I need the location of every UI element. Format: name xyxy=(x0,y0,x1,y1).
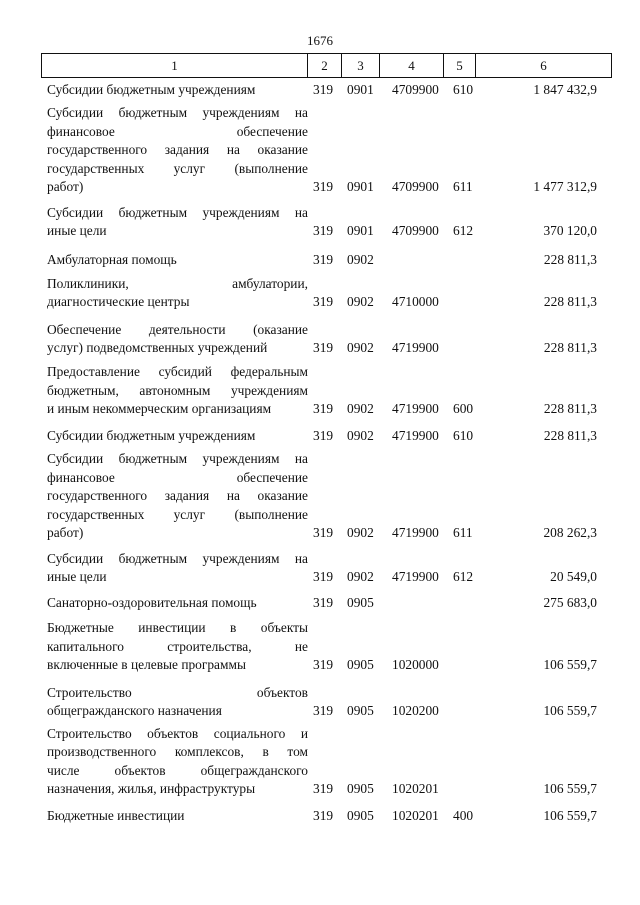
row-name-line: работ) xyxy=(47,525,84,541)
table-row xyxy=(41,204,611,241)
row-name xyxy=(47,684,308,721)
row-name-line: Субсидии бюджетным учреждениям на xyxy=(47,550,308,566)
row-name-line: иные цели xyxy=(47,223,107,239)
table-row xyxy=(41,321,611,358)
row-c2: 319 xyxy=(313,781,334,797)
row-c4: 1020000 xyxy=(392,657,439,673)
row-c5: 611 xyxy=(453,525,473,541)
row-name xyxy=(47,807,308,826)
row-c3: 0905 xyxy=(347,657,374,673)
table-row xyxy=(41,684,611,721)
row-c3: 0902 xyxy=(347,428,374,444)
table-row xyxy=(41,363,611,419)
row-c6: 228 811,3 xyxy=(543,294,597,310)
row-name xyxy=(47,594,308,613)
row-c3: 0902 xyxy=(347,340,374,356)
row-c3: 0902 xyxy=(347,401,374,417)
table-row xyxy=(41,550,611,587)
row-c6: 228 811,3 xyxy=(543,401,597,417)
row-name-line: назначения, жилья, инфраструктуры xyxy=(47,781,256,797)
row-name-line: и иным некоммерческим организациям xyxy=(47,401,272,417)
row-c2: 319 xyxy=(313,82,334,98)
row-name-line: государственного задания на оказание xyxy=(47,488,308,504)
header-col-2: 2 xyxy=(308,54,342,78)
table-row xyxy=(41,81,611,100)
header-col-3: 3 xyxy=(342,54,380,78)
row-c5: 611 xyxy=(453,179,473,195)
row-c3: 0905 xyxy=(347,808,374,824)
row-c2: 319 xyxy=(313,223,334,239)
row-name-line: Субсидии бюджетным учреждениям на xyxy=(47,204,308,220)
row-c6: 106 559,7 xyxy=(543,808,597,824)
row-c4: 4719900 xyxy=(392,569,439,585)
row-name-line: государственных услуг (выполнение xyxy=(47,160,308,176)
row-name xyxy=(47,275,308,312)
row-c2: 319 xyxy=(313,179,334,195)
row-name xyxy=(47,321,308,358)
row-c4: 1020201 xyxy=(392,781,439,797)
row-c4: 4709900 xyxy=(392,223,439,239)
row-name-line: услуг) подведомственных учреждений xyxy=(47,340,268,356)
row-name xyxy=(47,427,308,446)
row-name-line: бюджетным, автономным учреждениям xyxy=(47,382,308,398)
row-c4: 1020200 xyxy=(392,703,439,719)
row-name xyxy=(47,450,308,543)
row-c5: 600 xyxy=(453,401,474,417)
row-c6: 370 120,0 xyxy=(543,223,597,239)
row-name-line: государственного задания на оказание xyxy=(47,142,308,158)
row-c3: 0902 xyxy=(347,294,374,310)
row-name-line: Субсидии бюджетным учреждениям на xyxy=(47,105,308,121)
row-c6: 228 811,3 xyxy=(543,340,597,356)
row-c6: 106 559,7 xyxy=(543,781,597,797)
row-name-line: числе объектов общегражданского xyxy=(47,762,308,778)
row-c4: 1020201 xyxy=(392,808,439,824)
row-name-line: капитального строительства, не xyxy=(47,638,308,654)
row-c2: 319 xyxy=(313,401,334,417)
row-name xyxy=(47,104,308,197)
row-name-line: Бюджетные инвестиции xyxy=(47,808,185,824)
row-c5: 612 xyxy=(453,569,474,585)
row-name-line: финансовое обеспечение xyxy=(47,123,308,139)
row-c4: 4709900 xyxy=(392,179,439,195)
row-c6: 228 811,3 xyxy=(543,428,597,444)
row-name-line: финансовое обеспечение xyxy=(47,469,308,485)
row-c4: 4719900 xyxy=(392,340,439,356)
row-name xyxy=(47,619,308,675)
row-name xyxy=(47,251,308,270)
row-c2: 319 xyxy=(313,569,334,585)
header-col-1: 1 xyxy=(42,54,308,78)
header-col-5: 5 xyxy=(444,54,476,78)
row-c6: 228 811,3 xyxy=(543,252,597,268)
header-col-4: 4 xyxy=(380,54,444,78)
row-c3: 0901 xyxy=(347,82,374,98)
row-c5: 612 xyxy=(453,223,474,239)
row-name-line: Поликлиники, амбулатории, xyxy=(47,275,308,291)
row-c5: 610 xyxy=(453,428,474,444)
row-c3: 0905 xyxy=(347,781,374,797)
row-c6: 106 559,7 xyxy=(543,657,597,673)
row-c2: 319 xyxy=(313,428,334,444)
row-name-line: Обеспечение деятельности (оказание xyxy=(47,321,308,337)
row-c6: 208 262,3 xyxy=(543,525,597,541)
row-c2: 319 xyxy=(313,703,334,719)
row-name-line: Санаторно-оздоровительная помощь xyxy=(47,595,257,611)
table-row xyxy=(41,104,611,197)
row-name xyxy=(47,725,308,799)
row-name-line: производственного комплексов, в том xyxy=(47,744,308,760)
row-name-line: иные цели xyxy=(47,569,107,585)
row-name-line: Предоставление субсидий федеральным xyxy=(47,364,308,380)
column-header-table xyxy=(41,53,612,78)
row-name-line: включенные в целевые программы xyxy=(47,657,246,673)
row-name-line: Субсидии бюджетным учреждениям на xyxy=(47,451,308,467)
row-name-line: диагностические центры xyxy=(47,294,190,310)
row-name-line: работ) xyxy=(47,179,84,195)
row-name-line: Бюджетные инвестиции в объекты xyxy=(47,620,308,636)
row-c2: 319 xyxy=(313,340,334,356)
row-c6: 1 477 312,9 xyxy=(533,179,597,195)
row-name xyxy=(47,550,308,587)
header-col-6: 6 xyxy=(476,54,612,78)
row-c6: 20 549,0 xyxy=(550,569,597,585)
row-c5: 400 xyxy=(453,808,474,824)
row-c3: 0901 xyxy=(347,179,374,195)
row-c3: 0905 xyxy=(347,703,374,719)
row-name xyxy=(47,204,308,241)
row-c2: 319 xyxy=(313,657,334,673)
table-row xyxy=(41,619,611,675)
row-name-line: Строительство объектов социального и xyxy=(47,725,308,741)
table-row xyxy=(41,807,611,826)
row-name-line: Субсидии бюджетным учреждениям xyxy=(47,82,256,98)
row-c3: 0902 xyxy=(347,525,374,541)
row-c4: 4709900 xyxy=(392,82,439,98)
table-row xyxy=(41,427,611,446)
row-name-line: Амбулаторная помощь xyxy=(47,252,177,268)
row-c3: 0902 xyxy=(347,252,374,268)
table-row xyxy=(41,450,611,543)
table-row xyxy=(41,725,611,799)
row-c2: 319 xyxy=(313,808,334,824)
row-c6: 275 683,0 xyxy=(543,595,597,611)
row-name-line: государственных услуг (выполнение xyxy=(47,506,308,522)
row-c2: 319 xyxy=(313,595,334,611)
row-c4: 4719900 xyxy=(392,525,439,541)
row-c2: 319 xyxy=(313,525,334,541)
row-c6: 106 559,7 xyxy=(543,703,597,719)
row-name-line: общегражданского назначения xyxy=(47,703,222,719)
table-row xyxy=(41,275,611,312)
row-c4: 4719900 xyxy=(392,401,439,417)
row-name xyxy=(47,81,308,100)
table-row xyxy=(41,251,611,270)
row-c4: 4719900 xyxy=(392,428,439,444)
page-number: 1676 xyxy=(307,33,333,48)
row-c3: 0905 xyxy=(347,595,374,611)
table-row xyxy=(41,594,611,613)
row-name xyxy=(47,363,308,419)
row-c3: 0902 xyxy=(347,569,374,585)
row-c2: 319 xyxy=(313,252,334,268)
row-name-line: Строительство объектов xyxy=(47,684,308,700)
row-c4: 4710000 xyxy=(392,294,439,310)
row-c5: 610 xyxy=(453,82,474,98)
row-c3: 0901 xyxy=(347,223,374,239)
row-name-line: Субсидии бюджетным учреждениям xyxy=(47,428,256,444)
row-c2: 319 xyxy=(313,294,334,310)
row-c6: 1 847 432,9 xyxy=(533,82,597,98)
